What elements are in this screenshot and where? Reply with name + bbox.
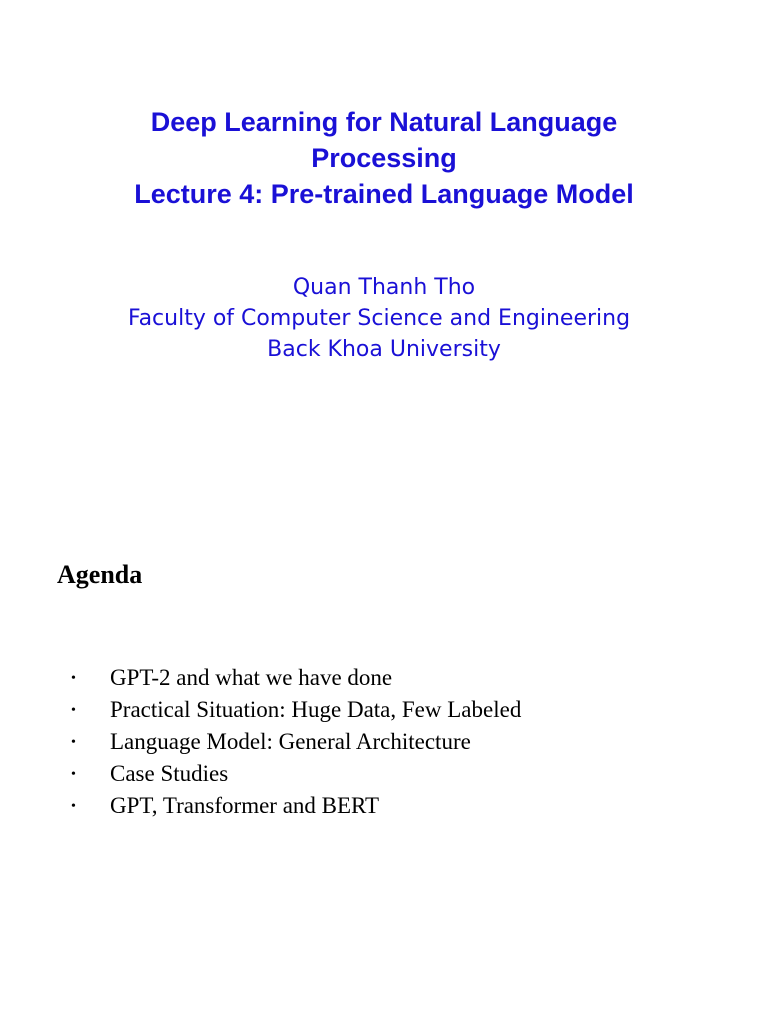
author-info <box>0 272 768 365</box>
title-line-1: Deep Learning for Natural Language <box>150 107 618 137</box>
agenda-item <box>0 726 768 758</box>
agenda-item-text: Language Model: General Architecture <box>110 729 471 754</box>
author-name: Quan Thanh Tho <box>292 275 476 300</box>
title-line-3: Lecture 4: Pre-trained Language Model <box>134 179 634 209</box>
agenda-item <box>0 790 768 822</box>
lecture-title <box>0 104 768 212</box>
agenda-item-text: Practical Situation: Huge Data, Few Labeled <box>110 697 522 722</box>
author-faculty: Faculty of Computer Science and Engineering <box>127 306 631 331</box>
title-line-2: Processing <box>311 143 457 173</box>
author-university: Back Khoa University <box>267 337 501 362</box>
bullet-icon: • <box>71 735 76 750</box>
agenda-item <box>0 694 768 726</box>
agenda-heading: Agenda <box>57 560 143 589</box>
bullet-icon: • <box>71 703 76 718</box>
agenda-list <box>0 662 768 822</box>
bullet-icon: • <box>71 671 76 686</box>
agenda-item-text: GPT-2 and what we have done <box>110 665 393 690</box>
agenda-item <box>0 758 768 790</box>
agenda-item-text: Case Studies <box>110 761 229 786</box>
bullet-icon: • <box>71 799 76 814</box>
agenda-item <box>0 662 768 694</box>
agenda-item-text: GPT, Transformer and BERT <box>110 793 380 818</box>
bullet-icon: • <box>71 767 76 782</box>
